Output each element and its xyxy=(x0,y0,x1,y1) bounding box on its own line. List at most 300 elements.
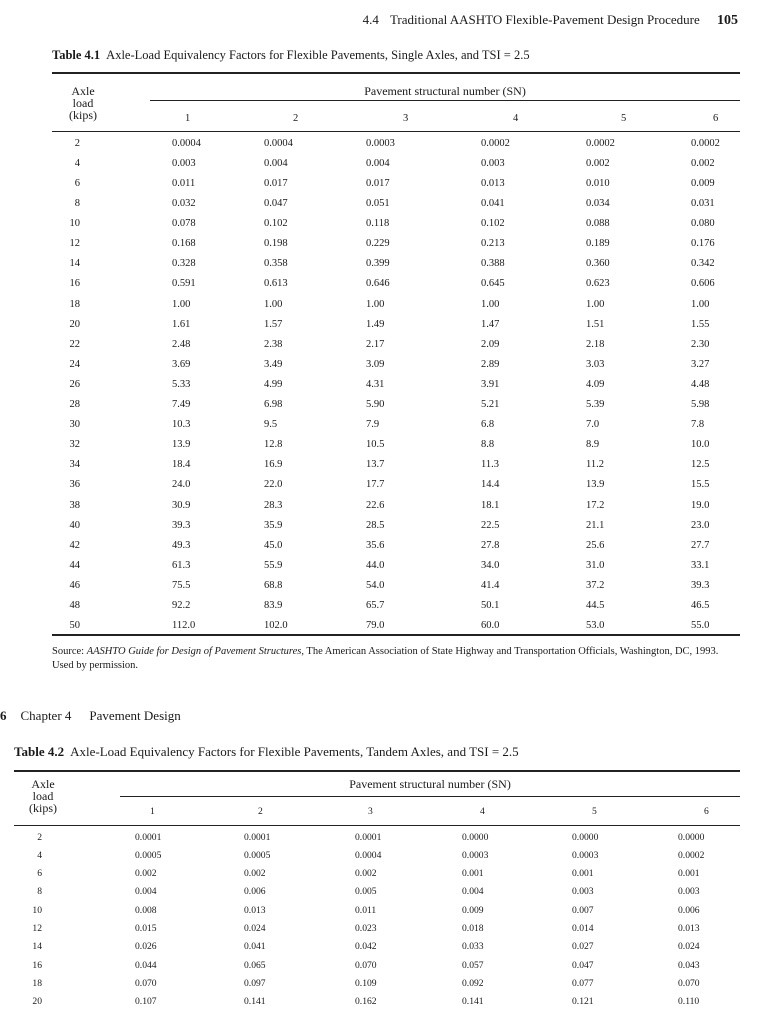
factor-cell: 7.0 xyxy=(586,419,600,431)
table-row xyxy=(52,354,741,375)
table-row xyxy=(52,435,741,456)
factor-cell: 23.0 xyxy=(691,519,710,531)
table-row xyxy=(52,394,741,415)
factor-cell: 0.097 xyxy=(244,977,266,989)
source-rest: , The American Association of State Highway and Transportation Officials, Washington, DC, 1993. Used by permission. xyxy=(52,646,719,671)
factor-cell: 3.49 xyxy=(264,358,283,370)
table-row xyxy=(52,555,741,576)
axle-load-cell: 30 xyxy=(69,419,80,431)
axle-load-cell: 18 xyxy=(69,298,80,310)
axle-load-cell: 16 xyxy=(32,959,42,971)
factor-cell: 0.065 xyxy=(244,959,266,971)
factor-cell: 3.09 xyxy=(366,358,385,370)
factor-cell: 0.0004 xyxy=(264,137,293,149)
factor-cell: 92.2 xyxy=(172,600,191,612)
factor-cell: 0.645 xyxy=(481,278,505,290)
axle-header-line: (kips) xyxy=(29,801,57,815)
factor-cell: 5.21 xyxy=(481,399,500,411)
factor-cell: 0.006 xyxy=(244,886,266,898)
factor-cell: 0.006 xyxy=(678,904,700,916)
running-head xyxy=(363,12,738,29)
axle-load-cell: 32 xyxy=(69,439,80,451)
table-row xyxy=(14,846,728,864)
table-row xyxy=(52,334,741,355)
factor-cell: 0.057 xyxy=(462,959,484,971)
factor-cell: 102.0 xyxy=(264,620,288,632)
factor-cell: 0.0003 xyxy=(366,137,395,149)
chapter-title: Pavement Design xyxy=(89,708,181,723)
factor-cell: 22.0 xyxy=(264,479,283,491)
factor-cell: 0.004 xyxy=(264,157,288,169)
table-row xyxy=(14,920,728,938)
factor-cell: 0.0000 xyxy=(678,831,705,843)
factor-cell: 0.118 xyxy=(366,218,390,230)
factor-cell: 34.0 xyxy=(481,559,500,571)
factor-cell: 0.0002 xyxy=(586,137,615,149)
table-row xyxy=(52,234,741,255)
factor-cell: 0.001 xyxy=(678,868,700,880)
factor-cell: 1.00 xyxy=(264,298,283,310)
factor-cell: 2.48 xyxy=(172,338,191,350)
factor-cell: 17.2 xyxy=(586,499,605,511)
axle-load-cell: 38 xyxy=(69,499,80,511)
factor-cell: 0.023 xyxy=(355,923,377,935)
factor-cell: 0.013 xyxy=(481,177,505,189)
table-row xyxy=(14,883,728,901)
sn-col-header: 4 xyxy=(513,112,519,124)
factor-cell: 0.646 xyxy=(366,278,390,290)
factor-cell: 10.5 xyxy=(366,439,385,451)
factor-cell: 0.121 xyxy=(572,996,594,1008)
factor-cell: 28.3 xyxy=(264,499,283,511)
factor-cell: 0.358 xyxy=(264,258,288,270)
factor-cell: 0.041 xyxy=(481,198,505,210)
factor-cell: 0.0005 xyxy=(135,849,162,861)
factor-cell: 0.078 xyxy=(172,218,196,230)
factor-cell: 0.623 xyxy=(586,278,610,290)
factor-cell: 21.1 xyxy=(586,519,605,531)
axle-load-cell: 6 xyxy=(74,177,80,189)
factor-cell: 0.033 xyxy=(462,941,484,953)
factor-cell: 35.6 xyxy=(366,539,385,551)
factor-cell: 0.003 xyxy=(172,157,196,169)
page2-running-head xyxy=(0,708,181,724)
axle-load-cell: 40 xyxy=(69,519,80,531)
factor-cell: 0.080 xyxy=(691,218,715,230)
factor-cell: 0.005 xyxy=(355,886,377,898)
factor-cell: 0.011 xyxy=(172,177,196,189)
factor-cell: 0.002 xyxy=(586,157,610,169)
page-number: 105 xyxy=(717,13,738,28)
factor-cell: 0.014 xyxy=(572,923,594,935)
factor-cell: 0.070 xyxy=(135,977,157,989)
factor-cell: 83.9 xyxy=(264,600,283,612)
axle-header-line: Axle xyxy=(31,777,55,791)
factor-cell: 65.7 xyxy=(366,600,385,612)
factor-cell: 7.9 xyxy=(366,419,380,431)
factor-cell: 0.388 xyxy=(481,258,505,270)
factor-cell: 0.009 xyxy=(691,177,715,189)
factor-cell: 27.8 xyxy=(481,539,500,551)
factor-cell: 0.189 xyxy=(586,238,610,250)
axle-load-cell: 10 xyxy=(69,218,80,230)
table-row xyxy=(52,374,741,395)
sn-col-header: 5 xyxy=(621,112,627,124)
factor-cell: 5.39 xyxy=(586,399,605,411)
factor-cell: 0.042 xyxy=(355,941,377,953)
chapter-label: Chapter 4 xyxy=(20,708,72,723)
factor-cell: 0.399 xyxy=(366,258,390,270)
factor-cell: 0.013 xyxy=(244,904,266,916)
factor-cell: 0.017 xyxy=(264,177,288,189)
table-4-1-caption xyxy=(52,48,530,63)
factor-cell: 11.2 xyxy=(586,459,604,471)
factor-cell: 0.026 xyxy=(135,941,157,953)
factor-cell: 0.004 xyxy=(366,157,390,169)
factor-cell: 0.003 xyxy=(572,886,594,898)
factor-cell: 9.5 xyxy=(264,419,278,431)
factor-cell: 0.168 xyxy=(172,238,196,250)
factor-cell: 3.69 xyxy=(172,358,191,370)
table-row xyxy=(52,254,741,275)
factor-cell: 0.141 xyxy=(462,996,484,1008)
factor-cell: 1.49 xyxy=(366,318,385,330)
factor-cell: 4.31 xyxy=(366,378,385,390)
factor-cell: 0.0003 xyxy=(572,849,599,861)
header-bottom-rule xyxy=(52,131,740,132)
factor-cell: 2.30 xyxy=(691,338,710,350)
factor-cell: 1.00 xyxy=(481,298,500,310)
sn-column-headers xyxy=(52,108,743,129)
axle-load-cell: 14 xyxy=(69,258,80,270)
sn-group-rule xyxy=(150,100,740,101)
table-row xyxy=(52,193,741,214)
factor-cell: 0.024 xyxy=(244,923,266,935)
sn-col-header: 1 xyxy=(150,805,155,817)
table-4-2-caption xyxy=(14,744,519,760)
factor-cell: 0.141 xyxy=(244,996,266,1008)
factor-cell: 5.33 xyxy=(172,378,191,390)
factor-cell: 112.0 xyxy=(172,620,196,632)
factor-cell: 0.077 xyxy=(572,977,594,989)
factor-cell: 27.7 xyxy=(691,539,710,551)
factor-cell: 4.09 xyxy=(586,378,605,390)
factor-cell: 0.328 xyxy=(172,258,196,270)
factor-cell: 37.2 xyxy=(586,579,605,591)
factor-cell: 12.5 xyxy=(691,459,710,471)
factor-cell: 0.070 xyxy=(355,959,377,971)
factor-cell: 54.0 xyxy=(366,579,385,591)
factor-cell: 0.047 xyxy=(264,198,288,210)
factor-cell: 0.001 xyxy=(462,868,484,880)
page-number-fragment: 6 xyxy=(0,708,7,723)
factor-cell: 1.00 xyxy=(586,298,605,310)
factor-cell: 68.8 xyxy=(264,579,283,591)
factor-cell: 2.89 xyxy=(481,358,500,370)
table-row xyxy=(52,274,741,295)
sn-column-headers xyxy=(14,802,734,820)
axle-header-line: (kips) xyxy=(69,108,97,122)
table-label: Table 4.1 xyxy=(52,48,101,62)
factor-cell: 0.110 xyxy=(678,996,700,1008)
factor-cell: 41.4 xyxy=(481,579,500,591)
source-title: AASHTO Guide for Design of Pavement Structures xyxy=(86,646,302,657)
factor-cell: 0.007 xyxy=(572,904,594,916)
axle-load-cell: 50 xyxy=(69,620,80,632)
factor-cell: 0.162 xyxy=(355,996,377,1008)
factor-cell: 5.98 xyxy=(691,399,710,411)
factor-cell: 0.229 xyxy=(366,238,390,250)
table-row xyxy=(52,153,741,174)
factor-cell: 39.3 xyxy=(691,579,710,591)
factor-cell: 3.27 xyxy=(691,358,710,370)
factor-cell: 0.043 xyxy=(678,959,700,971)
factor-cell: 60.0 xyxy=(481,620,500,632)
sn-col-header: 6 xyxy=(713,112,719,124)
table-row xyxy=(52,535,741,556)
table-row xyxy=(14,828,728,846)
axle-load-cell: 2 xyxy=(74,137,80,149)
factor-cell: 28.5 xyxy=(366,519,385,531)
factor-cell: 0.342 xyxy=(691,258,715,270)
factor-cell: 0.198 xyxy=(264,238,288,250)
factor-cell: 0.0001 xyxy=(244,831,271,843)
axle-load-cell: 44 xyxy=(69,559,80,571)
axle-load-cell: 20 xyxy=(32,996,42,1008)
factor-cell: 0.010 xyxy=(586,177,610,189)
factor-cell: 0.0004 xyxy=(172,137,201,149)
factor-cell: 0.360 xyxy=(586,258,610,270)
factor-cell: 0.031 xyxy=(691,198,715,210)
factor-cell: 0.003 xyxy=(481,157,505,169)
sn-col-header: 3 xyxy=(403,112,409,124)
header-bottom-rule xyxy=(14,825,740,826)
factor-cell: 0.001 xyxy=(572,868,594,880)
factor-cell: 0.024 xyxy=(678,941,700,953)
factor-cell: 1.51 xyxy=(586,318,605,330)
factor-cell: 0.011 xyxy=(355,904,377,916)
table-row xyxy=(52,455,741,476)
sn-col-header: 6 xyxy=(704,805,709,817)
factor-cell: 7.8 xyxy=(691,419,705,431)
factor-cell: 1.61 xyxy=(172,318,191,330)
factor-cell: 8.8 xyxy=(481,439,495,451)
factor-cell: 1.57 xyxy=(264,318,283,330)
axle-load-cell: 16 xyxy=(69,278,80,290)
factor-cell: 0.0001 xyxy=(355,831,382,843)
factor-cell: 0.613 xyxy=(264,278,288,290)
axle-load-cell: 46 xyxy=(69,579,80,591)
factor-cell: 11.3 xyxy=(481,459,499,471)
table-bottom-rule xyxy=(52,634,740,636)
axle-load-cell: 8 xyxy=(74,198,80,210)
axle-load-cell: 10 xyxy=(32,904,42,916)
table-row xyxy=(52,495,741,516)
table-row xyxy=(52,133,741,154)
factor-cell: 45.0 xyxy=(264,539,283,551)
factor-cell: 0.002 xyxy=(135,868,157,880)
factor-cell: 0.004 xyxy=(135,886,157,898)
sn-col-header: 4 xyxy=(480,805,485,817)
source-prefix: Source: xyxy=(52,646,87,657)
section-number: 4.4 xyxy=(362,12,379,27)
factor-cell: 10.0 xyxy=(691,439,710,451)
sn-group-header: Pavement structural number (SN) xyxy=(349,777,511,791)
section-title: Traditional AASHTO Flexible-Pavement Design Procedure xyxy=(389,12,700,27)
sn-group-header: Pavement structural number (SN) xyxy=(364,84,526,98)
factor-cell: 0.044 xyxy=(135,959,157,971)
factor-cell: 19.0 xyxy=(691,499,710,511)
sn-col-header: 2 xyxy=(293,112,299,124)
table-row xyxy=(14,974,728,992)
factor-cell: 2.09 xyxy=(481,338,500,350)
sn-col-header: 5 xyxy=(592,805,597,817)
factor-cell: 5.90 xyxy=(366,399,385,411)
factor-cell: 1.00 xyxy=(691,298,710,310)
factor-cell: 0.017 xyxy=(366,177,390,189)
axle-load-cell: 12 xyxy=(69,238,80,250)
factor-cell: 2.17 xyxy=(366,338,385,350)
factor-cell: 22.6 xyxy=(366,499,385,511)
factor-cell: 0.047 xyxy=(572,959,594,971)
table-source-note xyxy=(52,645,732,673)
axle-load-cell: 24 xyxy=(69,358,80,370)
table-row xyxy=(52,213,741,234)
factor-cell: 30.9 xyxy=(172,499,191,511)
factor-cell: 4.48 xyxy=(691,378,710,390)
axle-header-line: Axle xyxy=(71,84,95,98)
factor-cell: 0.088 xyxy=(586,218,610,230)
factor-cell: 0.051 xyxy=(366,198,390,210)
factor-cell: 75.5 xyxy=(172,579,191,591)
axle-load-cell: 14 xyxy=(32,941,42,953)
table-row xyxy=(52,615,741,636)
factor-cell: 7.49 xyxy=(172,399,191,411)
factor-cell: 16.9 xyxy=(264,459,283,471)
table-row xyxy=(52,414,741,435)
factor-cell: 46.5 xyxy=(691,600,710,612)
factor-cell: 0.0002 xyxy=(678,849,705,861)
factor-cell: 0.041 xyxy=(244,941,266,953)
table-caption-text: Axle-Load Equivalency Factors for Flexible Pavements, Tandem Axles, and TSI = 2.5 xyxy=(70,744,519,759)
factor-cell: 8.9 xyxy=(586,439,600,451)
factor-cell: 0.107 xyxy=(135,996,157,1008)
factor-cell: 3.91 xyxy=(481,378,500,390)
axle-load-cell: 36 xyxy=(69,479,80,491)
factor-cell: 0.0004 xyxy=(355,849,382,861)
factor-cell: 0.0002 xyxy=(481,137,510,149)
factor-cell: 6.8 xyxy=(481,419,495,431)
factor-cell: 0.032 xyxy=(172,198,196,210)
factor-cell: 0.070 xyxy=(678,977,700,989)
factor-cell: 0.004 xyxy=(462,886,484,898)
factor-cell: 0.606 xyxy=(691,278,715,290)
factor-cell: 0.013 xyxy=(678,923,700,935)
factor-cell: 0.0000 xyxy=(462,831,489,843)
table-top-rule xyxy=(14,770,740,772)
factor-cell: 0.0002 xyxy=(691,137,720,149)
factor-cell: 12.8 xyxy=(264,439,283,451)
factor-cell: 13.7 xyxy=(366,459,385,471)
factor-cell: 1.47 xyxy=(481,318,500,330)
factor-cell: 61.3 xyxy=(172,559,191,571)
axle-load-cell: 8 xyxy=(37,886,42,898)
factor-cell: 15.5 xyxy=(691,479,710,491)
factor-cell: 55.9 xyxy=(264,559,283,571)
table-caption-text: Axle-Load Equivalency Factors for Flexible Pavements, Single Axles, and TSI = 2.5 xyxy=(106,48,530,62)
factor-cell: 0.0000 xyxy=(572,831,599,843)
factor-cell: 2.18 xyxy=(586,338,605,350)
axle-load-cell: 18 xyxy=(32,977,42,989)
factor-cell: 0.008 xyxy=(135,904,157,916)
axle-load-cell: 34 xyxy=(69,459,80,471)
table-row xyxy=(14,956,728,974)
table-row xyxy=(52,294,741,315)
table-row xyxy=(52,595,741,616)
factor-cell: 2.38 xyxy=(264,338,283,350)
factor-cell: 0.092 xyxy=(462,977,484,989)
factor-cell: 18.4 xyxy=(172,459,191,471)
factor-cell: 0.009 xyxy=(462,904,484,916)
table-row xyxy=(52,575,741,596)
factor-cell: 13.9 xyxy=(586,479,605,491)
table-row xyxy=(14,993,728,1011)
axle-header-line: load xyxy=(32,789,54,803)
factor-cell: 10.3 xyxy=(172,419,191,431)
factor-cell: 13.9 xyxy=(172,439,191,451)
factor-cell: 44.0 xyxy=(366,559,385,571)
page-106 xyxy=(0,700,768,1024)
axle-load-cell: 4 xyxy=(37,849,42,861)
axle-load-cell: 42 xyxy=(69,539,80,551)
axle-load-cell: 48 xyxy=(69,600,80,612)
table-top-rule xyxy=(52,72,740,74)
factor-cell: 0.002 xyxy=(355,868,377,880)
factor-cell: 0.003 xyxy=(678,886,700,898)
axle-load-cell: 4 xyxy=(74,157,80,169)
factor-cell: 53.0 xyxy=(586,620,605,632)
factor-cell: 0.102 xyxy=(264,218,288,230)
table-row xyxy=(52,475,741,496)
factor-cell: 1.55 xyxy=(691,318,710,330)
axle-load-cell: 22 xyxy=(69,338,80,350)
factor-cell: 24.0 xyxy=(172,479,191,491)
axle-load-cell: 2 xyxy=(37,831,42,843)
factor-cell: 0.213 xyxy=(481,238,505,250)
factor-cell: 0.015 xyxy=(135,923,157,935)
factor-cell: 0.0003 xyxy=(462,849,489,861)
table-row xyxy=(52,515,741,536)
factor-cell: 0.018 xyxy=(462,923,484,935)
factor-cell: 0.591 xyxy=(172,278,196,290)
factor-cell: 44.5 xyxy=(586,600,605,612)
factor-cell: 79.0 xyxy=(366,620,385,632)
factor-cell: 22.5 xyxy=(481,519,500,531)
factor-cell: 35.9 xyxy=(264,519,283,531)
axle-load-cell: 26 xyxy=(69,378,80,390)
factor-cell: 3.03 xyxy=(586,358,605,370)
axle-load-cell: 28 xyxy=(69,399,80,411)
axle-load-cell: 6 xyxy=(37,868,42,880)
factor-cell: 6.98 xyxy=(264,399,283,411)
sn-col-header: 2 xyxy=(258,805,263,817)
factor-cell: 0.176 xyxy=(691,238,715,250)
factor-cell: 18.1 xyxy=(481,499,500,511)
factor-cell: 49.3 xyxy=(172,539,191,551)
factor-cell: 0.002 xyxy=(244,868,266,880)
table-row xyxy=(14,865,728,883)
axle-load-cell: 20 xyxy=(69,318,80,330)
